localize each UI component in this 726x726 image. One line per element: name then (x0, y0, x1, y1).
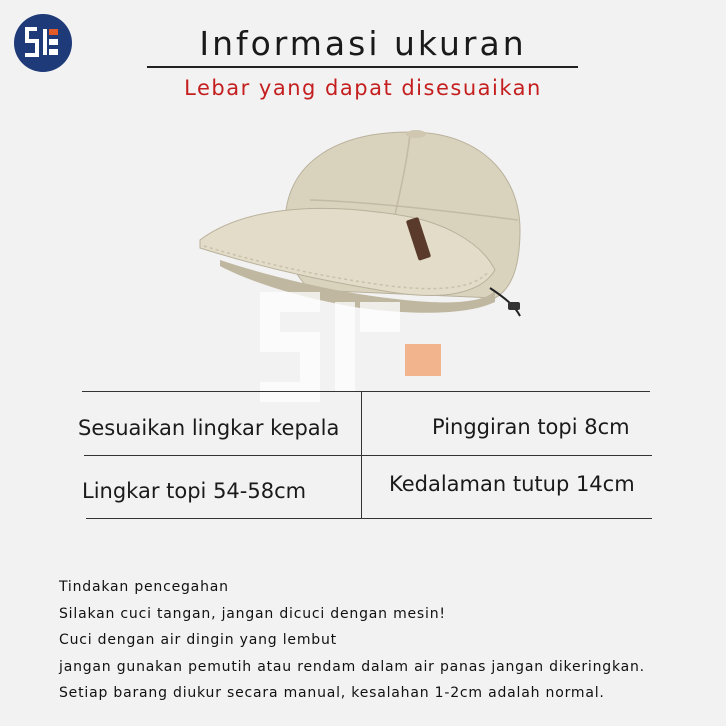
title-divider (147, 66, 578, 68)
size-cell-circumference: Lingkar topi 54-58cm (82, 479, 307, 503)
note-line: Silakan cuci tangan, jangan dicuci dengan mesin! (59, 605, 446, 622)
size-cell-brim: Pinggiran topi 8cm (432, 415, 630, 439)
page-subtitle: Lebar yang dapat disesuaikan (184, 76, 542, 100)
table-middle-border (84, 455, 652, 456)
page-title: Informasi ukuran (199, 24, 527, 63)
note-line: Setiap barang diukur secara manual, kesalahan 1-2cm adalah normal. (59, 685, 605, 701)
table-column-divider (361, 392, 362, 518)
note-line: Cuci dengan air dingin yang lembut (59, 632, 337, 648)
notes-heading: Tindakan pencegahan (59, 579, 229, 595)
watermark-logo-icon (250, 292, 450, 402)
size-cell-adjust: Sesuaikan lingkar kepala (78, 416, 340, 440)
table-bottom-border (86, 518, 652, 519)
size-cell-depth: Kedalaman tutup 14cm (389, 472, 635, 496)
note-line: jangan gunakan pemutih atau rendam dalam air panas jangan dikeringkan. (59, 658, 645, 675)
care-notes (59, 574, 645, 707)
brand-logo (14, 14, 72, 72)
brand-logo-mark-icon (23, 25, 63, 61)
table-top-border (82, 391, 650, 392)
